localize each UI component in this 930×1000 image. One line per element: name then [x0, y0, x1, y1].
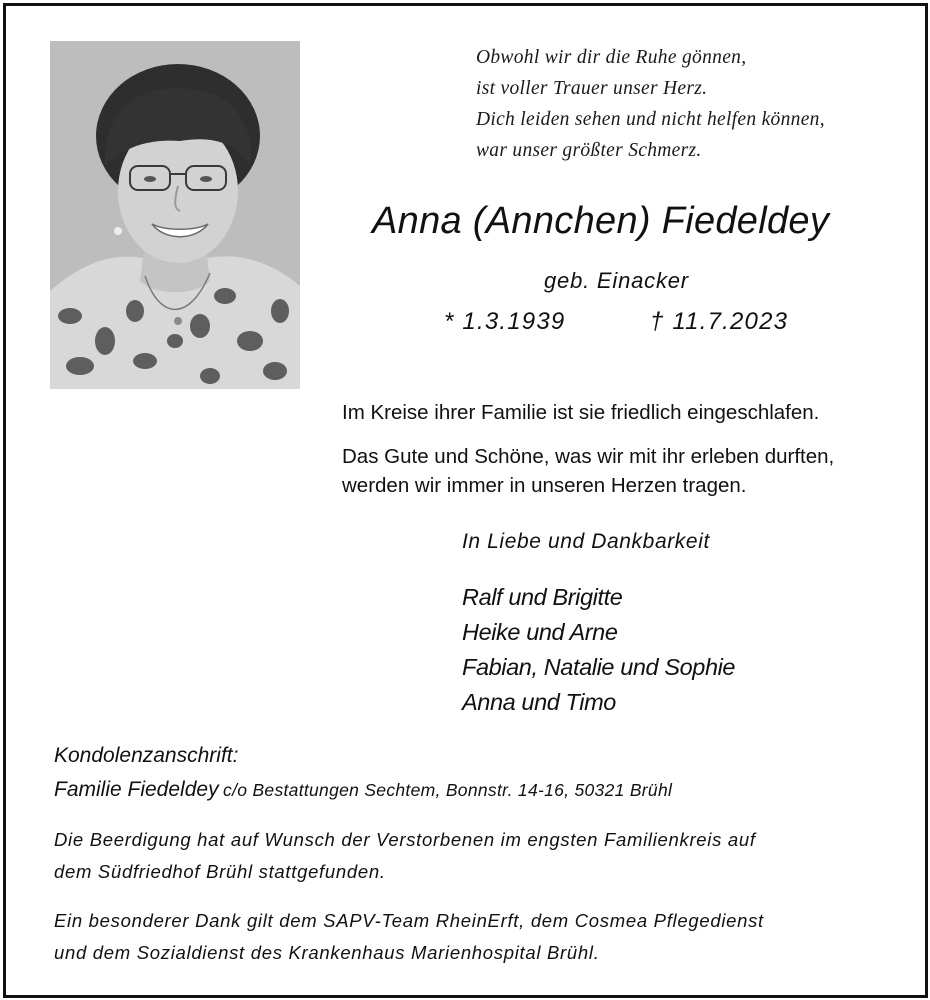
portrait-photo [50, 41, 300, 389]
condolence-address-line [54, 778, 672, 802]
thanks-notice-line: Ein besonderer Dank gilt dem SAPV-Team RheinErft, dem Cosmea Pflegedienst [54, 910, 764, 931]
signoff: In Liebe und Dankbarkeit [462, 530, 710, 553]
deceased-name: Anna (Annchen) Fiedeldey [372, 200, 830, 242]
condolence-label: Kondolenzanschrift: [54, 744, 239, 767]
poem [476, 42, 896, 166]
message-line: Im Kreise ihrer Familie ist sie friedlich eingeschlafen. [342, 401, 820, 424]
condolence-family-name: Familie Fiedeldey [54, 778, 219, 801]
family-member: Heike und Arne [462, 619, 618, 645]
poem-line: Dich leiden sehen und nicht helfen können, [476, 109, 825, 130]
poem-line: war unser größter Schmerz. [476, 140, 702, 161]
thanks-notice-line: und dem Sozialdienst des Krankenhaus Marienhospital Brühl. [54, 942, 600, 963]
family-list [462, 580, 735, 720]
condolence-address: c/o Bestattungen Sechtem, Bonnstr. 14-16, 50321 Brühl [223, 780, 673, 800]
funeral-notice-line: dem Südfriedhof Brühl stattgefunden. [54, 861, 386, 882]
family-member: Fabian, Natalie und Sophie [462, 654, 736, 680]
message-paragraph [342, 442, 834, 500]
birth-name: geb. Einacker [544, 268, 689, 293]
funeral-notice-line: Die Beerdigung hat auf Wunsch der Verstorbenen im engsten Familienkreis auf [54, 829, 756, 850]
funeral-notice [54, 824, 756, 888]
birth-date: * 1.3.1939 [444, 308, 566, 335]
obituary-notice [3, 3, 928, 998]
poem-line: Obwohl wir dir die Ruhe gönnen, [476, 47, 747, 68]
death-date: † 11.7.2023 [650, 308, 789, 335]
poem-line: ist voller Trauer unser Herz. [476, 78, 708, 99]
message-line: werden wir immer in unseren Herzen tragen. [342, 474, 747, 497]
family-member: Ralf und Brigitte [462, 584, 623, 610]
thanks-notice [54, 905, 764, 969]
family-member: Anna und Timo [462, 689, 616, 715]
message-line: Das Gute und Schöne, was wir mit ihr erleben durften, [342, 445, 835, 468]
